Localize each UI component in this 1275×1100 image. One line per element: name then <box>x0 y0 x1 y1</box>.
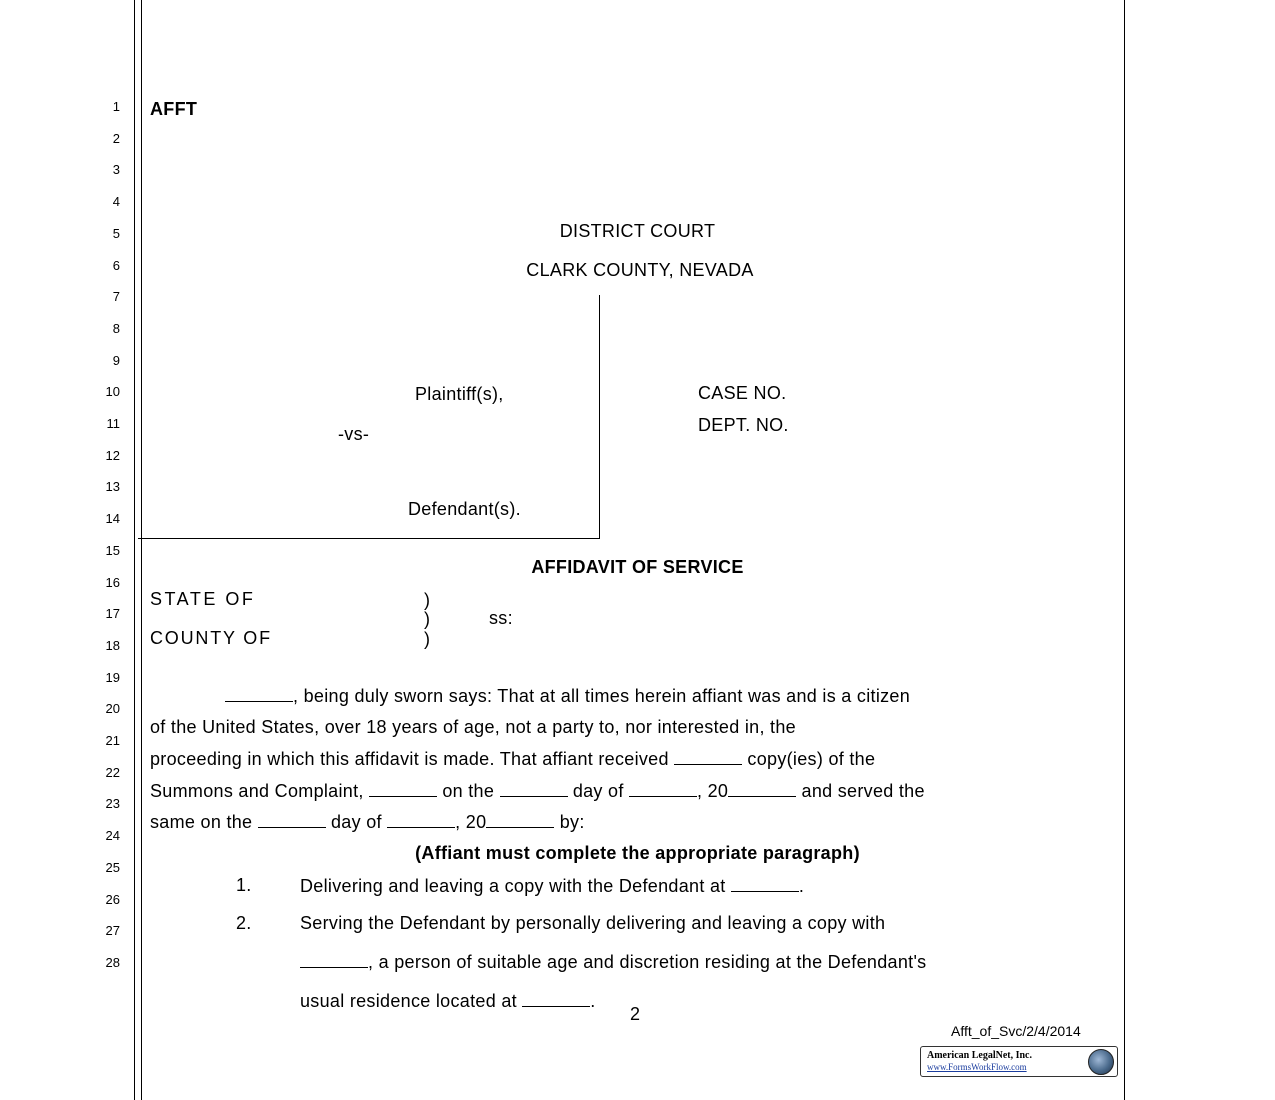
vs-label: -vs- <box>338 424 370 444</box>
line-number: 25 <box>105 859 120 875</box>
logo-company-name: American LegalNet, Inc. <box>927 1050 1032 1061</box>
copies-blank[interactable] <box>674 748 742 765</box>
court-name: DISTRICT COURT <box>559 221 716 241</box>
defendant-address-blank[interactable] <box>731 875 799 892</box>
line-number: 5 <box>112 225 120 241</box>
item-1-text: Delivering and leaving a copy with the Defendant at . <box>300 876 805 896</box>
venue-paren: ) <box>424 629 431 649</box>
line-number: 1 <box>112 99 120 114</box>
body-line-3: proceeding in which this affidavit is made. That affiant received copy(ies) of the <box>150 749 876 769</box>
person-served-blank[interactable] <box>300 951 368 968</box>
service-month-blank[interactable] <box>387 811 455 828</box>
logo-url[interactable]: www.FormsWorkFlow.com <box>927 1062 1027 1072</box>
line-number: 3 <box>112 162 120 178</box>
item-1-number: 1. <box>236 875 252 895</box>
line-number: 16 <box>105 574 120 590</box>
state-of-label: STATE OF <box>150 589 256 609</box>
line-number: 22 <box>105 764 120 780</box>
line-number: 10 <box>105 384 120 400</box>
left-border-line-outer <box>134 0 135 1100</box>
page-number: 2 <box>630 1004 641 1024</box>
line-number: 26 <box>105 891 120 907</box>
line-number: 4 <box>112 194 120 210</box>
form-id: Afft_of_Svc/2/4/2014 <box>951 1023 1081 1039</box>
ss-label: ss: <box>489 608 513 628</box>
item-2-number: 2. <box>236 913 252 933</box>
item-2-text: Serving the Defendant by personally delivering and leaving a copy with <box>300 913 886 933</box>
line-number: 14 <box>105 511 120 527</box>
county-of-label: COUNTY OF <box>150 628 272 648</box>
instruction-text: (Affiant must complete the appropriate paragraph) <box>415 843 860 863</box>
line-number: 21 <box>105 733 120 748</box>
right-border-line <box>1124 0 1125 1100</box>
body-line-4: Summons and Complaint, on the day of , 20 and served the <box>150 781 925 801</box>
court-county: CLARK COUNTY, NEVADA <box>526 260 754 280</box>
line-number: 11 <box>106 416 120 431</box>
line-number: 9 <box>112 352 120 368</box>
line-number: 18 <box>105 637 120 653</box>
residence-address-blank[interactable] <box>522 990 590 1007</box>
receipt-time-blank[interactable] <box>369 780 437 797</box>
line-number: 17 <box>105 606 120 622</box>
line-number: 12 <box>105 447 120 463</box>
line-number: 19 <box>105 669 120 685</box>
body-line-5: same on the day of , 20 by: <box>150 812 585 832</box>
caption-vertical-line <box>599 295 600 539</box>
dept-no-label: DEPT. NO. <box>698 415 789 435</box>
venue-paren: ) <box>424 590 431 610</box>
service-year-blank[interactable] <box>486 811 554 828</box>
venue-paren: ) <box>424 609 431 629</box>
affiant-name-blank[interactable] <box>225 685 293 702</box>
defendant-label: Defendant(s). <box>408 499 521 519</box>
line-number: 7 <box>112 289 120 305</box>
item-2-cont-2: usual residence located at . <box>300 991 596 1011</box>
line-number: 6 <box>112 257 120 273</box>
receipt-month-blank[interactable] <box>629 780 697 797</box>
receipt-year-blank[interactable] <box>728 780 796 797</box>
line-number: 2 <box>112 130 120 146</box>
case-no-label: CASE NO. <box>698 383 787 403</box>
service-day-blank[interactable] <box>258 811 326 828</box>
line-number: 24 <box>105 828 120 844</box>
line-number: 20 <box>105 701 120 717</box>
line-number: 27 <box>105 923 120 939</box>
document-title: AFFIDAVIT OF SERVICE <box>531 557 744 577</box>
caption-horizontal-line <box>138 538 600 539</box>
item-2-cont-1: , a person of suitable age and discretion residing at the Defendant's <box>300 951 926 973</box>
plaintiff-label: Plaintiff(s), <box>415 384 504 404</box>
body-line-2: of the United States, over 18 years of age, not a party to, nor interested in, the <box>150 717 796 737</box>
receipt-day-blank[interactable] <box>500 780 568 797</box>
form-code: AFFT <box>150 99 198 119</box>
body-line-1: , being duly sworn says: That at all times herein affiant was and is a citizen <box>225 685 910 707</box>
americanlegalnet-logo[interactable] <box>920 1046 1118 1077</box>
globe-icon <box>1088 1049 1114 1075</box>
line-number: 13 <box>105 479 120 495</box>
left-border-line-inner <box>141 0 142 1100</box>
line-number: 8 <box>112 320 120 336</box>
line-number: 23 <box>105 796 120 812</box>
line-number: 28 <box>105 954 120 970</box>
line-number: 15 <box>105 542 120 558</box>
